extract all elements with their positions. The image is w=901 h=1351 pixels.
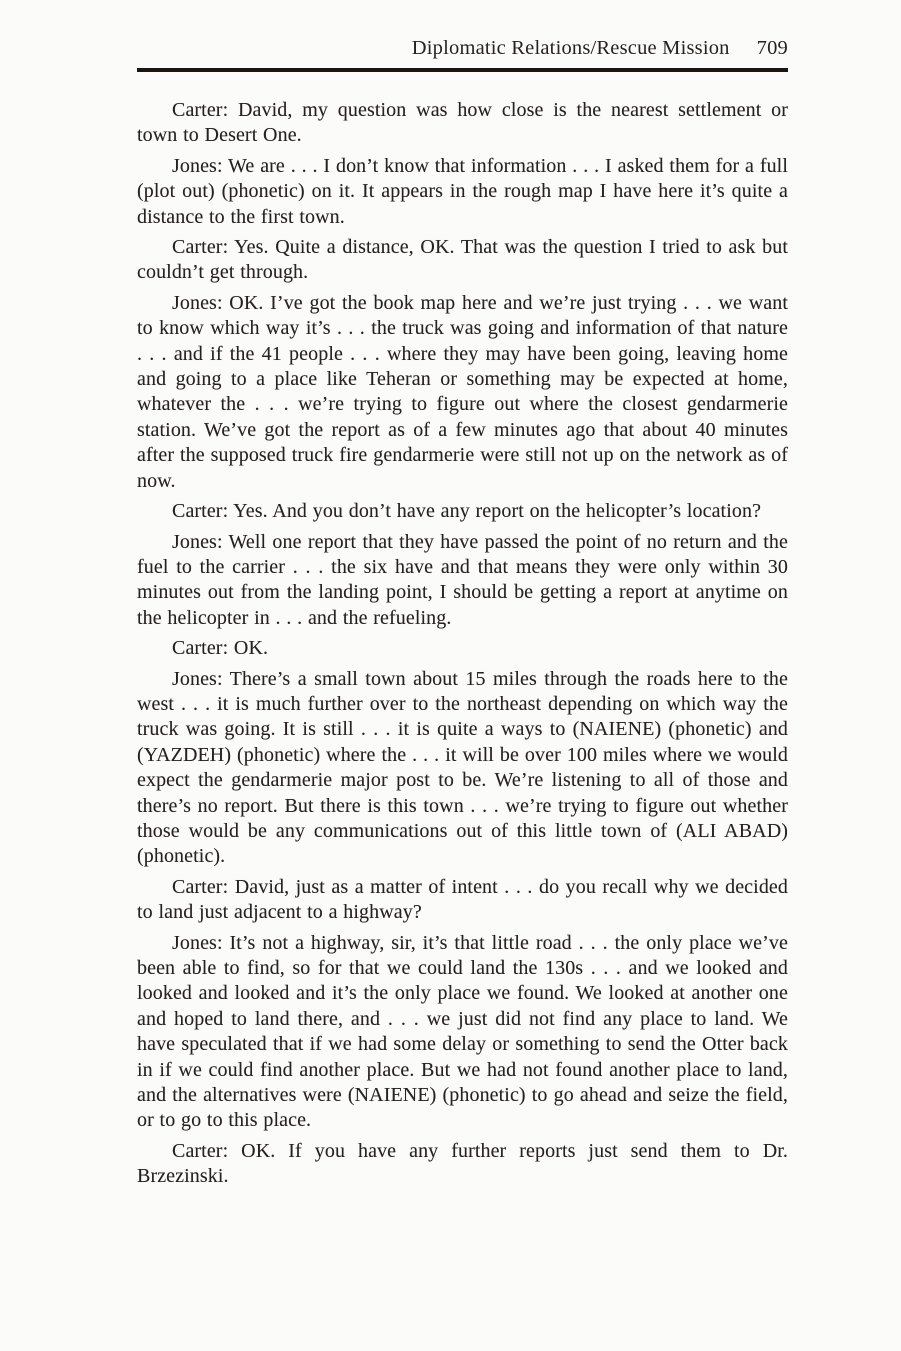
transcript-paragraph: Carter: OK. <box>172 637 269 660</box>
running-header-title: Diplomatic Relations/Rescue Mission <box>411 37 730 59</box>
transcript-paragraph: Jones: Well one report that they have passed the point of no return and the fuel to the carrier . . . the six have and that means they were only within 30 minutes out from the landing point, I should be getting a report at anytime on the helicopter in . . . and the refueling. <box>137 530 788 629</box>
transcript-paragraph: Jones: There’s a small town about 15 miles through the roads here to the west . . . it is much further over to the northeast depending on which way the truck was going. It is still . . . it is quite a ways to (NAIENE) (phonetic) and (YAZDEH) (phonetic) where the . . . it will be over 100 miles where we would expect the gendarmerie major post to be. We’re listening to all of those and there’s no report. But there is this town . . . we’re trying to figure out whether those would be any communications out of this little town of (ALI ABAD) (phonetic). <box>137 667 788 868</box>
transcript-paragraph: Carter: Yes. Quite a distance, OK. That was the question I tried to ask but couldn’t get through. <box>137 236 788 284</box>
transcript-paragraph: Jones: OK. I’ve got the book map here and we’re just trying . . . we want to know which way it’s . . . the truck was going and information of that nature . . . and if the 41 people . . . where they may have been going, leaving home and going to a place like Teheran or something may be expected at home, whatever the . . . we’re trying to figure out where the closest gendarmerie station. We’ve got the report as of a few minutes ago that about 40 minutes after the supposed truck fire gendarmerie were still not up on the network as of now. <box>137 291 788 492</box>
transcript-paragraph: Carter: Yes. And you don’t have any report on the helicopter’s location? <box>172 500 762 523</box>
transcript-paragraph: Jones: We are . . . I don’t know that information . . . I asked them for a full (plot out) (phonetic) on it. It appears in the rough map I have here it’s quite a distance to the first town. <box>137 154 788 228</box>
transcript-paragraph: Carter: David, my question was how close is the nearest settlement or town to Desert One. <box>137 99 788 147</box>
transcript-paragraph: Carter: OK. If you have any further reports just send them to Dr. Brzezinski. <box>137 1139 788 1188</box>
page-number: 709 <box>756 37 788 59</box>
transcript-body <box>137 98 788 1190</box>
page-content <box>137 0 788 1195</box>
running-header <box>137 37 788 60</box>
header-rule <box>137 68 788 72</box>
transcript-paragraph: Carter: David, just as a matter of intent . . . do you recall why we decided to land just adjacent to a highway? <box>137 875 788 924</box>
transcript-paragraph: Jones: It’s not a highway, sir, it’s that little road . . . the only place we’ve been able to find, so for that we could land the 130s . . . and we looked and looked and looked and it’s the only place we found. We looked at another one and hoped to land there, and . . . we just did not find any place to land. We have speculated that if we had some delay or something to send the Otter back in if we could find another place. But we had not found another place to land, and the alternatives were (NAIENE) (phonetic) to go ahead and seize the field, or to go to this place. <box>137 931 788 1132</box>
